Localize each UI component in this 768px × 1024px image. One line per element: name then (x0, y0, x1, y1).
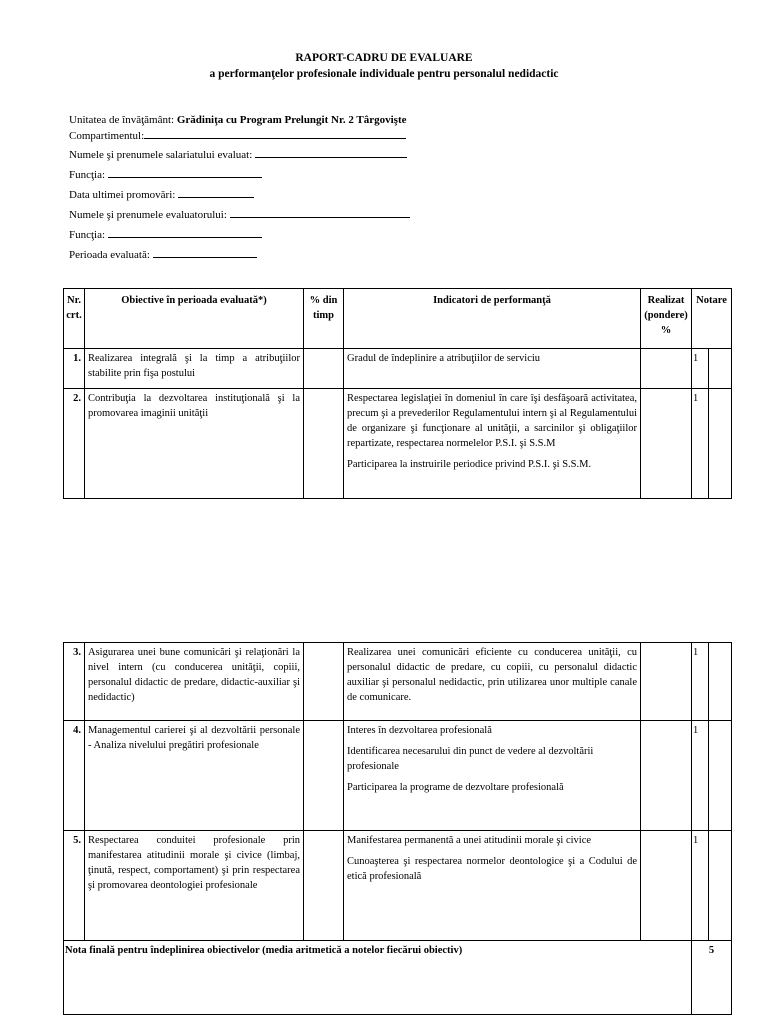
row-number: 3. (64, 643, 85, 721)
evaluator-name-blank[interactable] (230, 206, 410, 218)
objective-cell: Realizarea integrală şi la timp a atribuţiilor stabilite prin fişa postului (85, 349, 304, 389)
grade-cell: 1 (692, 643, 709, 721)
unit-value: Grădiniţa cu Program Prelungit Nr. 2 Târgovişte (176, 114, 407, 126)
department-blank[interactable] (144, 127, 406, 139)
header-objectives: Obiective în perioada evaluată*) (85, 289, 304, 349)
last-promotion-row (69, 185, 629, 205)
objective-cell: Respectarea conduitei profesionale prin manifestarea atitudinii morale şi civice (limbaj, ţinută, respect, comportament) şi prin respectarea şi promovarea deontologiei profesionale (85, 831, 304, 941)
grade-cell: 1 (692, 831, 709, 941)
realized-cell[interactable] (641, 643, 692, 721)
time-cell[interactable] (304, 389, 344, 499)
realized-cell[interactable] (641, 389, 692, 499)
final-grade-row (64, 941, 732, 1015)
evaluator-name-row (69, 205, 629, 225)
realized-cell[interactable] (641, 349, 692, 389)
unit-row (69, 113, 629, 127)
function-blank[interactable] (108, 166, 262, 178)
grade-extra-cell (709, 643, 732, 721)
time-cell[interactable] (304, 643, 344, 721)
evaluator-function-blank[interactable] (108, 226, 262, 238)
indicator-text: Interes în dezvoltarea profesională (347, 725, 492, 736)
grade-cell: 1 (692, 389, 709, 499)
indicators-cell (344, 389, 641, 499)
objective-cell: Asigurarea unei bune comunicări şi relaţionări la nivel intern (cu conducerea unităţii, copiii, personalul didactic de predare, didactic-auxiliar şi nedidactic) (85, 643, 304, 721)
evaluator-function-label: Funcţia: (69, 229, 106, 241)
employee-name-label: Numele şi prenumele salariatului evaluat: (69, 149, 253, 161)
realized-cell[interactable] (641, 721, 692, 831)
row-number: 4. (64, 721, 85, 831)
period-label: Perioada evaluată: (69, 249, 150, 261)
table-row (64, 831, 732, 941)
employee-name-blank[interactable] (255, 146, 407, 158)
indicator-text: Identificarea necesarului din punct de vedere al dezvoltării profesionale (347, 746, 594, 772)
table-row (64, 643, 732, 721)
evaluation-table-part1 (63, 288, 732, 499)
grade-cell: 1 (692, 349, 709, 389)
indicator-text: Cunoaşterea şi respectarea normelor deontologice şi a Codului de etică profesională (347, 856, 637, 882)
function-label: Funcţia: (69, 169, 106, 181)
header-realized: Realizat (pondere) % (641, 289, 692, 349)
grade-extra-cell (709, 721, 732, 831)
last-promotion-blank[interactable] (178, 186, 254, 198)
indicators-cell (344, 349, 641, 389)
department-row (69, 127, 629, 145)
header-indicators: Indicatori de performanţă (344, 289, 641, 349)
table-header-row (64, 289, 732, 349)
time-cell[interactable] (304, 831, 344, 941)
indicators-cell (344, 831, 641, 941)
header-grade: Notare (692, 289, 732, 349)
time-cell[interactable] (304, 349, 344, 389)
period-row (69, 245, 629, 265)
table-row (64, 389, 732, 499)
indicator-text: Gradul de îndeplinire a atribuţiilor de serviciu (347, 353, 541, 364)
row-number: 5. (64, 831, 85, 941)
evaluator-name-label: Numele şi prenumele evaluatorului: (69, 209, 227, 221)
department-label: Compartimentul: (69, 130, 145, 142)
grade-extra-cell (709, 831, 732, 941)
final-grade-value: 5 (692, 941, 732, 1015)
indicator-text: Manifestarea permanentă a unei atitudinii morale şi civice (347, 835, 592, 846)
evaluator-function-row (69, 225, 629, 245)
function-row (69, 165, 629, 185)
unit-label: Unitatea de învăţământ: (69, 114, 175, 126)
table-row (64, 349, 732, 389)
employee-name-row (69, 145, 629, 165)
objective-cell: Contribuţia la dezvoltarea instituţională şi la promovarea imaginii unităţii (85, 389, 304, 499)
evaluation-table-part2 (63, 642, 732, 1015)
indicator-text: Participarea la instruirile periodice privind P.S.I. şi S.S.M. (347, 459, 592, 470)
document-title: RAPORT-CADRU DE EVALUARE (295, 52, 473, 64)
grade-extra-cell (709, 349, 732, 389)
indicators-cell (344, 721, 641, 831)
row-number: 1. (64, 349, 85, 389)
objective-cell: Managementul carierei şi al dezvoltării personale - Analiza nivelului pregătiri profesionale (85, 721, 304, 831)
header-time: % din timp (304, 289, 344, 349)
indicator-text: Participarea la programe de dezvoltare profesională (347, 782, 564, 793)
grade-cell: 1 (692, 721, 709, 831)
time-cell[interactable] (304, 721, 344, 831)
document-subtitle: a performanţelor profesionale individuale pentru personalul nedidactic (209, 68, 559, 80)
last-promotion-label: Data ultimei promovări: (69, 189, 176, 201)
employee-info-block (69, 113, 629, 265)
row-number: 2. (64, 389, 85, 499)
period-blank[interactable] (153, 246, 257, 258)
final-grade-label: Nota finală pentru îndeplinirea obiectivelor (media aritmetică a notelor fiecărui obiectiv) (64, 941, 692, 1015)
table-row (64, 721, 732, 831)
indicators-cell (344, 643, 641, 721)
indicator-text: Respectarea legislaţiei în domeniul în care îşi desfăşoară activitatea, precum şi a prevederilor Regulamentului intern şi al Regulamentului de organizare şi funcţionare al unităţii, a sarcinilor şi obligaţiilor repartizate, respectarea normelelor P.S.I. şi S.S.M (347, 393, 637, 449)
realized-cell[interactable] (641, 831, 692, 941)
header-nr: Nr. crt. (64, 289, 85, 349)
grade-extra-cell (709, 389, 732, 499)
indicator-text: Realizarea unei comunicări eficiente cu conducerea unităţii, cu personalul didactic de predare, cu copiii, cu personalul didactic auxiliar şi personalul nedidactic, prin utilizarea unor multiple canale de comunicare. (347, 647, 637, 703)
